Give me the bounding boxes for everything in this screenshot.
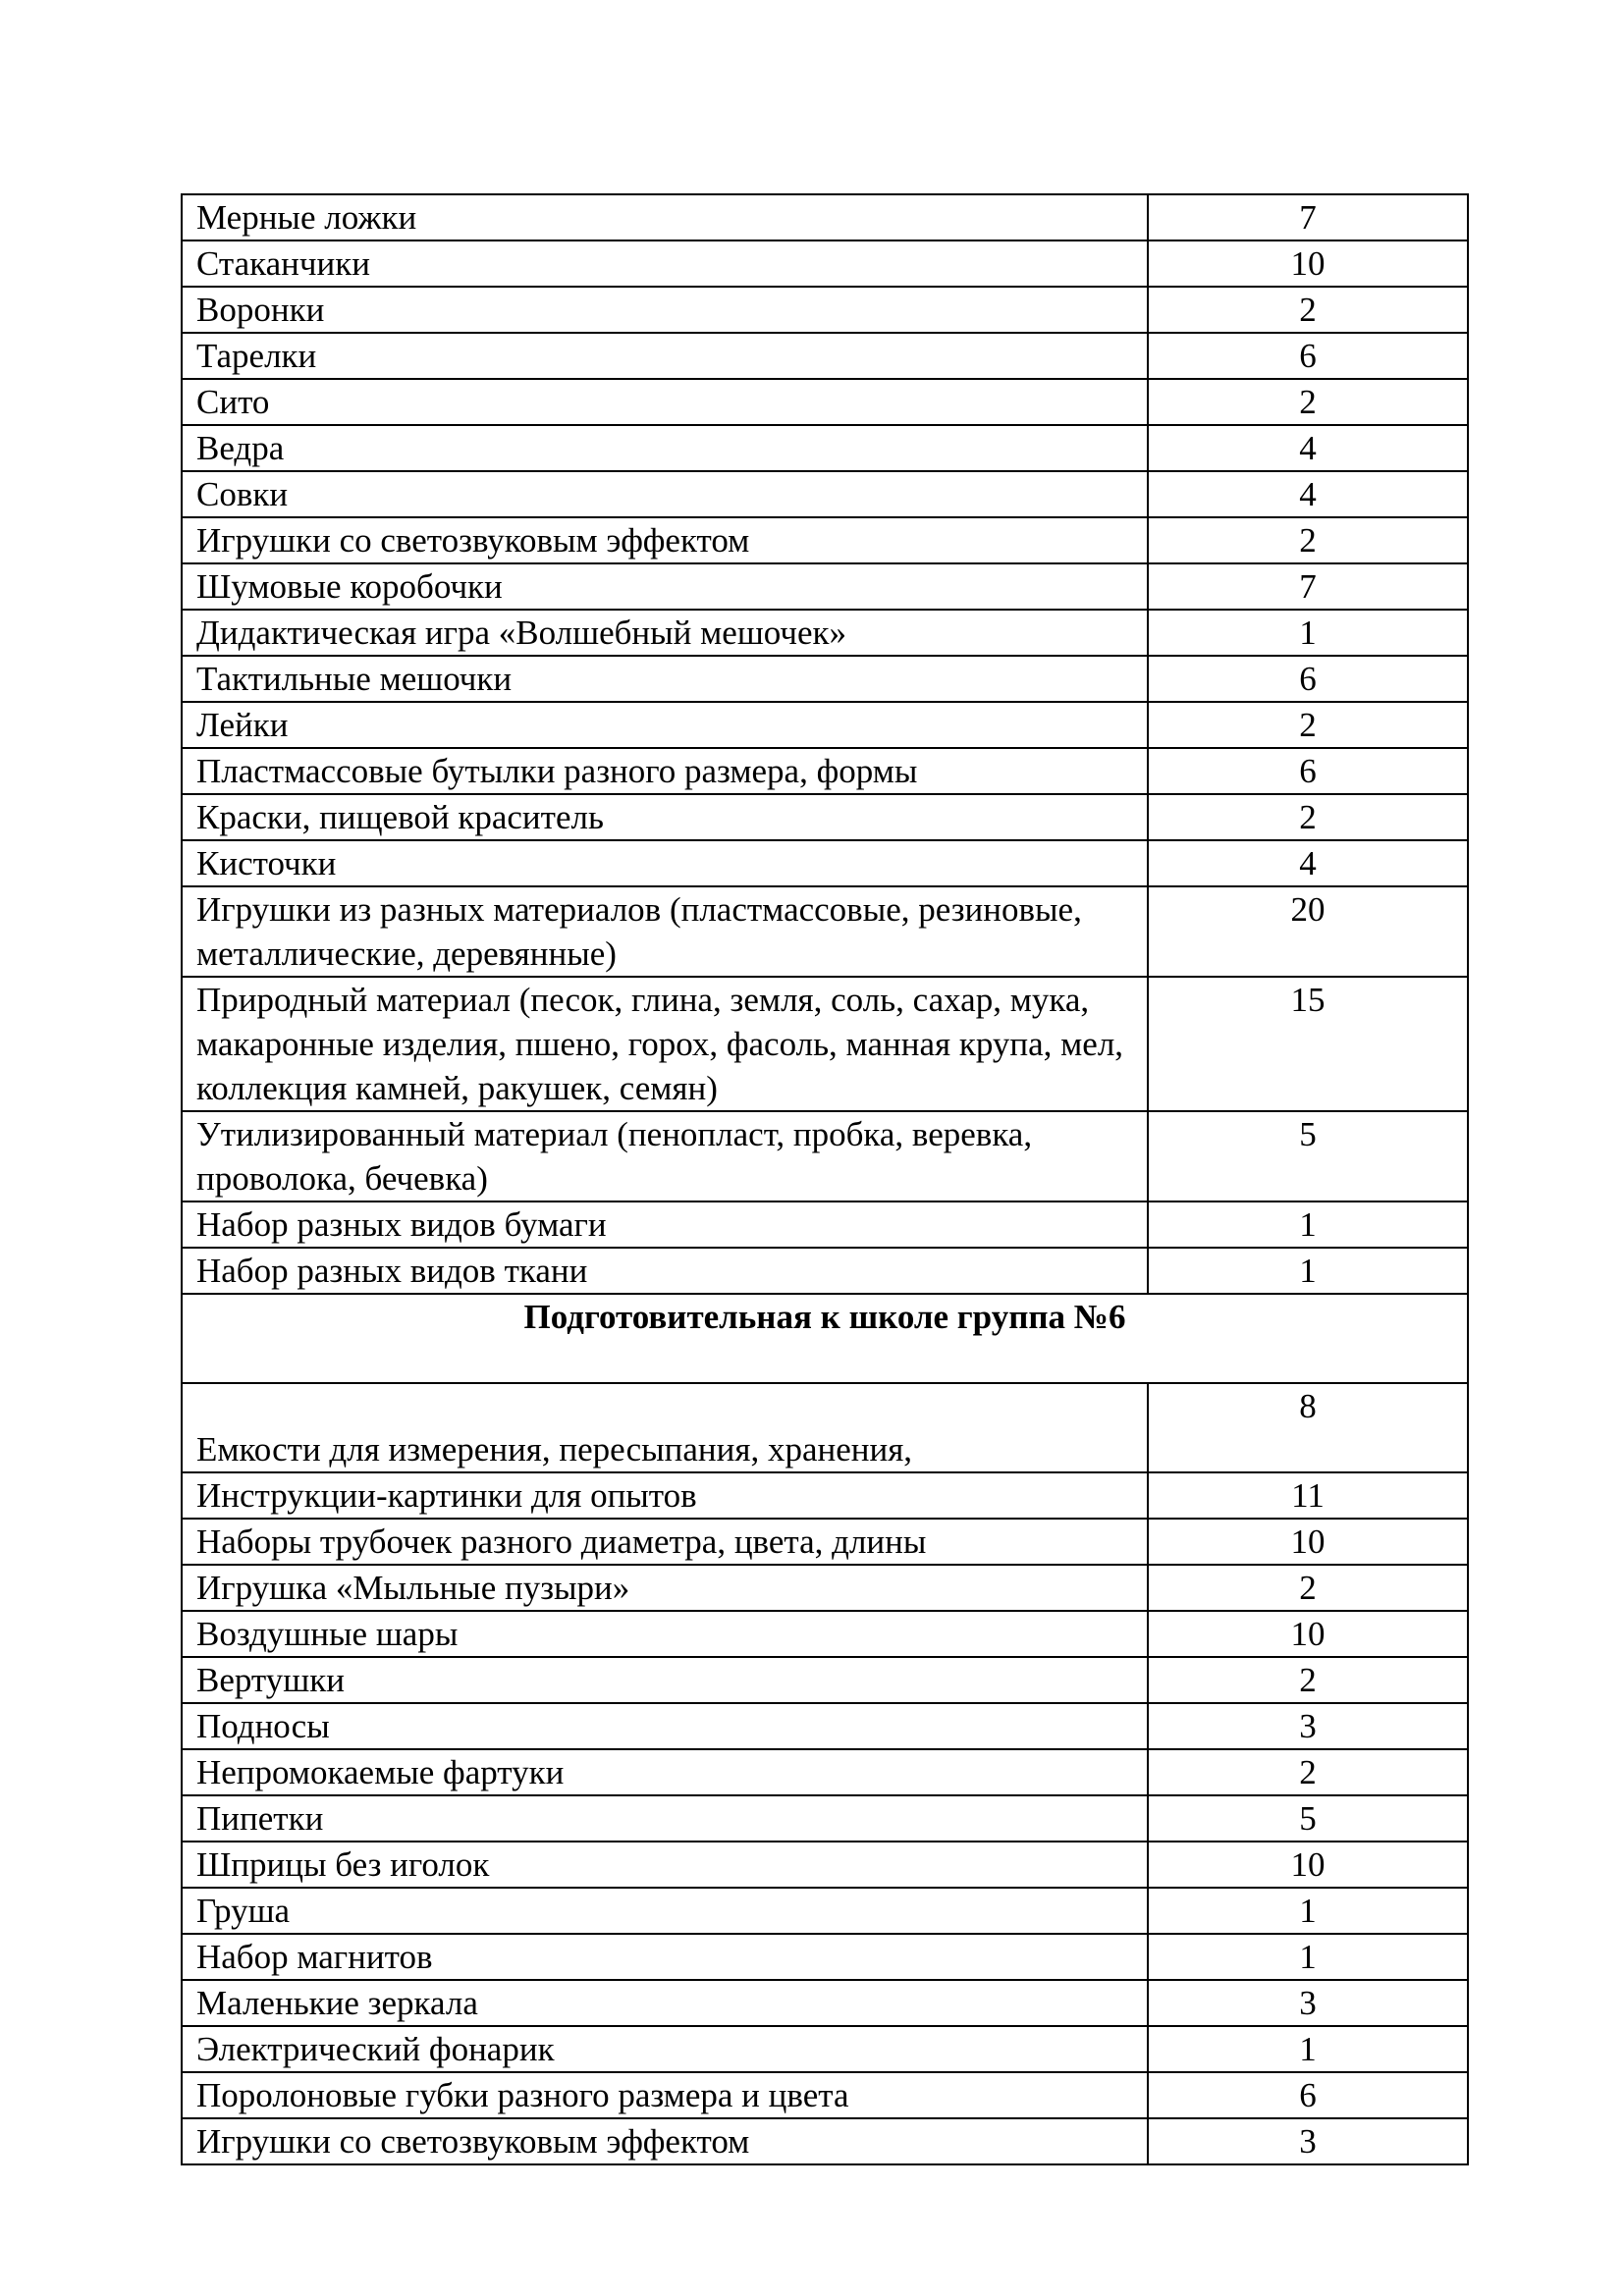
item-quantity: 10 bbox=[1148, 1519, 1468, 1565]
item-quantity: 20 bbox=[1148, 886, 1468, 977]
item-name: Тактильные мешочки bbox=[182, 656, 1148, 702]
item-quantity: 10 bbox=[1148, 1611, 1468, 1657]
item-name: Шприцы без иголок bbox=[182, 1842, 1148, 1888]
table-row bbox=[182, 656, 1468, 702]
table-row bbox=[182, 287, 1468, 333]
item-name: Ведра bbox=[182, 425, 1148, 471]
table-row bbox=[182, 563, 1468, 610]
item-quantity: 2 bbox=[1148, 287, 1468, 333]
item-quantity: 6 bbox=[1148, 2072, 1468, 2118]
table-row bbox=[182, 1201, 1468, 1248]
item-name: Вертушки bbox=[182, 1657, 1148, 1703]
item-name: Игрушки из разных материалов (пластмассовые, резиновые, металлические, деревянные) bbox=[182, 886, 1148, 977]
table-row bbox=[182, 1519, 1468, 1565]
item-quantity: 3 bbox=[1148, 2118, 1468, 2164]
table-row bbox=[182, 1383, 1468, 1472]
item-quantity: 10 bbox=[1148, 240, 1468, 287]
table-row bbox=[182, 1980, 1468, 2026]
table-row bbox=[182, 240, 1468, 287]
item-quantity: 2 bbox=[1148, 517, 1468, 563]
item-quantity: 8 bbox=[1148, 1383, 1468, 1472]
item-name: Набор разных видов бумаги bbox=[182, 1201, 1148, 1248]
item-name: Пластмассовые бутылки разного размера, формы bbox=[182, 748, 1148, 794]
item-quantity: 3 bbox=[1148, 1980, 1468, 2026]
table-row bbox=[182, 194, 1468, 240]
table-row bbox=[182, 794, 1468, 840]
item-name: Игрушки со светозвуковым эффектом bbox=[182, 517, 1148, 563]
table-row bbox=[182, 1111, 1468, 1201]
item-quantity: 1 bbox=[1148, 1888, 1468, 1934]
item-quantity: 5 bbox=[1148, 1111, 1468, 1201]
table-row bbox=[182, 379, 1468, 425]
table-row bbox=[182, 610, 1468, 656]
item-name: Груша bbox=[182, 1888, 1148, 1934]
item-quantity: 3 bbox=[1148, 1703, 1468, 1749]
table-row bbox=[182, 2118, 1468, 2164]
item-name: Тарелки bbox=[182, 333, 1148, 379]
item-name: Маленькие зеркала bbox=[182, 1980, 1148, 2026]
item-name: Электрический фонарик bbox=[182, 2026, 1148, 2072]
item-name: Воронки bbox=[182, 287, 1148, 333]
table-row bbox=[182, 1934, 1468, 1980]
item-quantity: 4 bbox=[1148, 425, 1468, 471]
table-row bbox=[182, 977, 1468, 1111]
item-name: Сито bbox=[182, 379, 1148, 425]
table-row bbox=[182, 748, 1468, 794]
item-name: Поролоновые губки разного размера и цвета bbox=[182, 2072, 1148, 2118]
item-name: Природный материал (песок, глина, земля, соль, сахар, мука, макаронные изделия, пшено, горох, фасоль, манная крупа, мел, коллекция камней, ракушек, семян) bbox=[182, 977, 1148, 1111]
item-name: Утилизированный материал (пенопласт, пробка, веревка, проволока, бечевка) bbox=[182, 1111, 1148, 1201]
item-quantity: 1 bbox=[1148, 1248, 1468, 1294]
section-heading: Подготовительная к школе группа №6 bbox=[182, 1294, 1468, 1383]
table-row bbox=[182, 1888, 1468, 1934]
item-name: Кисточки bbox=[182, 840, 1148, 886]
table-row bbox=[182, 1703, 1468, 1749]
table-row bbox=[182, 425, 1468, 471]
item-name: Стаканчики bbox=[182, 240, 1148, 287]
inventory-table-body bbox=[182, 194, 1468, 2164]
table-row bbox=[182, 471, 1468, 517]
item-name: Наборы трубочек разного диаметра, цвета, длины bbox=[182, 1519, 1148, 1565]
item-quantity: 1 bbox=[1148, 1934, 1468, 1980]
item-quantity: 7 bbox=[1148, 194, 1468, 240]
item-name: Игрушка «Мыльные пузыри» bbox=[182, 1565, 1148, 1611]
item-quantity: 1 bbox=[1148, 2026, 1468, 2072]
item-quantity: 1 bbox=[1148, 610, 1468, 656]
item-quantity: 11 bbox=[1148, 1472, 1468, 1519]
item-quantity: 2 bbox=[1148, 702, 1468, 748]
section-heading-row bbox=[182, 1294, 1468, 1383]
table-row bbox=[182, 2072, 1468, 2118]
item-name: Шумовые коробочки bbox=[182, 563, 1148, 610]
table-row bbox=[182, 1248, 1468, 1294]
item-quantity: 7 bbox=[1148, 563, 1468, 610]
item-quantity: 4 bbox=[1148, 840, 1468, 886]
table-row bbox=[182, 1795, 1468, 1842]
item-name: Лейки bbox=[182, 702, 1148, 748]
item-quantity: 6 bbox=[1148, 748, 1468, 794]
item-name: Набор магнитов bbox=[182, 1934, 1148, 1980]
item-name: Подносы bbox=[182, 1703, 1148, 1749]
table-row bbox=[182, 333, 1468, 379]
table-row bbox=[182, 1472, 1468, 1519]
table-row bbox=[182, 517, 1468, 563]
table-row bbox=[182, 702, 1468, 748]
item-quantity: 2 bbox=[1148, 1749, 1468, 1795]
item-quantity: 6 bbox=[1148, 333, 1468, 379]
item-quantity: 2 bbox=[1148, 1657, 1468, 1703]
item-name: Набор разных видов ткани bbox=[182, 1248, 1148, 1294]
table-row bbox=[182, 2026, 1468, 2072]
item-name: Мерные ложки bbox=[182, 194, 1148, 240]
item-quantity: 5 bbox=[1148, 1795, 1468, 1842]
item-quantity: 6 bbox=[1148, 656, 1468, 702]
item-quantity: 4 bbox=[1148, 471, 1468, 517]
table-row bbox=[182, 1565, 1468, 1611]
item-quantity: 1 bbox=[1148, 1201, 1468, 1248]
item-quantity: 2 bbox=[1148, 794, 1468, 840]
item-quantity: 2 bbox=[1148, 1565, 1468, 1611]
item-name: Совки bbox=[182, 471, 1148, 517]
item-name: Непромокаемые фартуки bbox=[182, 1749, 1148, 1795]
item-quantity: 15 bbox=[1148, 977, 1468, 1111]
item-name: Краски, пищевой краситель bbox=[182, 794, 1148, 840]
table-row bbox=[182, 1749, 1468, 1795]
item-quantity: 10 bbox=[1148, 1842, 1468, 1888]
item-name: Дидактическая игра «Волшебный мешочек» bbox=[182, 610, 1148, 656]
item-name: Инструкции-картинки для опытов bbox=[182, 1472, 1148, 1519]
table-row bbox=[182, 1611, 1468, 1657]
item-name: Воздушные шары bbox=[182, 1611, 1148, 1657]
table-row bbox=[182, 886, 1468, 977]
table-row bbox=[182, 1842, 1468, 1888]
inventory-table bbox=[181, 193, 1469, 2165]
item-name: Игрушки со светозвуковым эффектом bbox=[182, 2118, 1148, 2164]
table-row bbox=[182, 840, 1468, 886]
item-name: Емкости для измерения, пересыпания, хранения, bbox=[182, 1383, 1148, 1472]
item-quantity: 2 bbox=[1148, 379, 1468, 425]
item-name: Пипетки bbox=[182, 1795, 1148, 1842]
table-row bbox=[182, 1657, 1468, 1703]
